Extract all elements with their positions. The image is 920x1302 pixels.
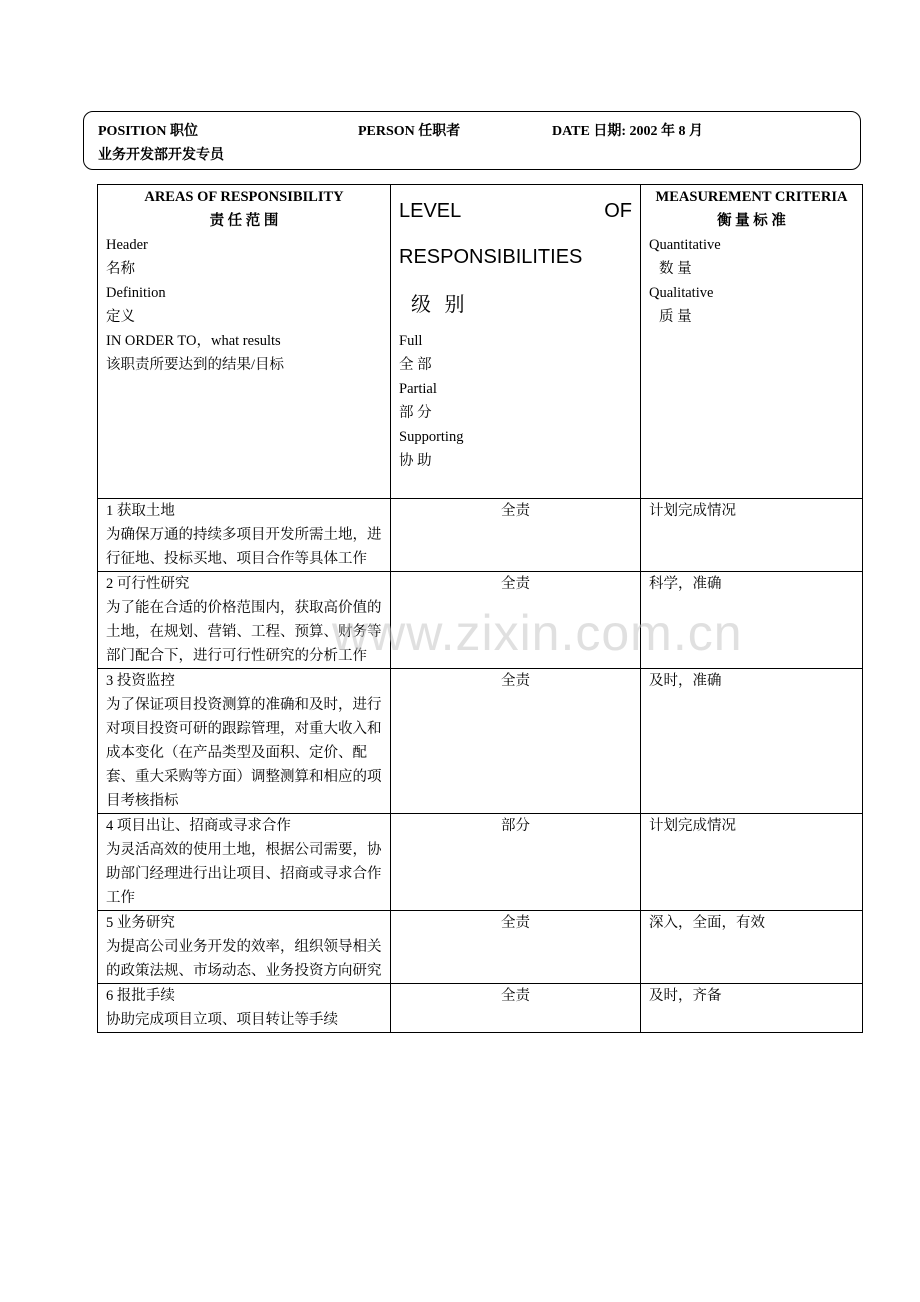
position-label: POSITION 职位 xyxy=(98,124,198,139)
criteria-cell: 计划完成情况 xyxy=(641,499,863,572)
criteria-line: Quantitative xyxy=(649,237,721,253)
criteria-line: Qualitative xyxy=(649,285,714,301)
table-row xyxy=(98,911,863,984)
position-title: 业务开发部开发专员 xyxy=(98,148,224,163)
criteria-title-cn: 衡 量 标 准 xyxy=(717,213,786,229)
level-title-line xyxy=(399,199,632,223)
table-row xyxy=(98,984,863,1033)
level-cell: 全责 xyxy=(391,984,641,1033)
area-title: 1 获取土地 xyxy=(106,503,175,519)
area-cell xyxy=(98,814,391,911)
areas-title-cn: 责 任 范 围 xyxy=(209,213,279,229)
area-title: 4 项目出让、招商或寻求合作 xyxy=(106,818,291,834)
responsibilities-word: RESPONSIBILITIES xyxy=(399,246,583,268)
area-cell xyxy=(98,499,391,572)
areas-line: 名称 xyxy=(106,261,135,277)
area-desc: 为提高公司业务开发的效率，组织领导相关的政策法规、市场动态、业务投资方向研究 xyxy=(106,939,382,979)
table-row xyxy=(98,814,863,911)
level-title-cn: 级 别 xyxy=(411,294,469,316)
level-line: Full xyxy=(399,333,423,349)
area-title: 2 可行性研究 xyxy=(106,576,190,592)
criteria-cell: 及时，准确 xyxy=(641,669,863,814)
area-desc: 协助完成项目立项、项目转让等手续 xyxy=(106,1012,338,1028)
areas-line: Header xyxy=(106,237,148,253)
area-title: 5 业务研究 xyxy=(106,915,175,931)
table-header-row xyxy=(98,185,863,499)
level-options xyxy=(399,329,632,473)
criteria-cell: 计划完成情况 xyxy=(641,814,863,911)
level-line: 全 部 xyxy=(399,357,432,373)
areas-line: Definition xyxy=(106,285,166,301)
areas-title-en: AREAS OF RESPONSIBILITY xyxy=(144,189,344,205)
level-line: 部 分 xyxy=(399,405,432,421)
area-title: 6 报批手续 xyxy=(106,988,175,1004)
area-desc: 为灵活高效的使用土地，根据公司需要，协助部门经理进行出让项目、招商或寻求合作工作 xyxy=(106,842,382,906)
criteria-cell: 深入，全面，有效 xyxy=(641,911,863,984)
criteria-cell: 及时，齐备 xyxy=(641,984,863,1033)
area-desc: 为了保证项目投资测算的准确和及时，进行对项目投资可研的跟踪管理，对重大收入和成本变化（在产品类型及面积、定价、配套、重大采购等方面）调整测算和相应的项目考核指标 xyxy=(106,697,382,809)
level-line: Partial xyxy=(399,381,437,397)
area-desc: 为了能在合适的价格范围内，获取高价值的土地，在规划、营销、工程、预算、财务等部门配合下，进行可行性研究的分析工作 xyxy=(106,600,382,664)
criteria-title-en: MEASUREMENT CRITERIA xyxy=(655,189,848,205)
area-desc: 为确保万通的持续多项目开发所需土地，进行征地、投标买地、项目合作等具体工作 xyxy=(106,527,382,567)
level-cell: 全责 xyxy=(391,911,641,984)
area-cell xyxy=(98,911,391,984)
level-word: LEVEL xyxy=(399,200,462,222)
level-header-cell xyxy=(391,185,641,499)
area-cell xyxy=(98,669,391,814)
areas-line: IN ORDER TO，what results xyxy=(106,333,281,349)
area-cell xyxy=(98,984,391,1033)
criteria-cell: 科学，准确 xyxy=(641,572,863,669)
date-label: DATE 日期: 2002 年 8 月 xyxy=(552,124,704,139)
areas-header-cell xyxy=(98,185,391,499)
criteria-header-cell xyxy=(641,185,863,499)
areas-line: 该职责所要达到的结果/目标 xyxy=(106,357,285,373)
areas-line: 定义 xyxy=(106,309,135,325)
area-title: 3 投资监控 xyxy=(106,673,175,689)
watermark: www.zixin.com.cn xyxy=(332,605,743,661)
level-cell: 全责 xyxy=(391,499,641,572)
criteria-line: 质 量 xyxy=(659,309,692,325)
level-line: 协 助 xyxy=(399,453,432,469)
person-label: PERSON 任职者 xyxy=(358,124,461,139)
level-cell: 部分 xyxy=(391,814,641,911)
criteria-line: 数 量 xyxy=(659,261,692,277)
level-cell: 全责 xyxy=(391,669,641,814)
table-row xyxy=(98,499,863,572)
position-header-box xyxy=(83,111,861,170)
level-line: Supporting xyxy=(399,429,464,445)
level-cell: 全责 xyxy=(391,572,641,669)
table-row xyxy=(98,669,863,814)
of-word: OF xyxy=(604,200,632,222)
